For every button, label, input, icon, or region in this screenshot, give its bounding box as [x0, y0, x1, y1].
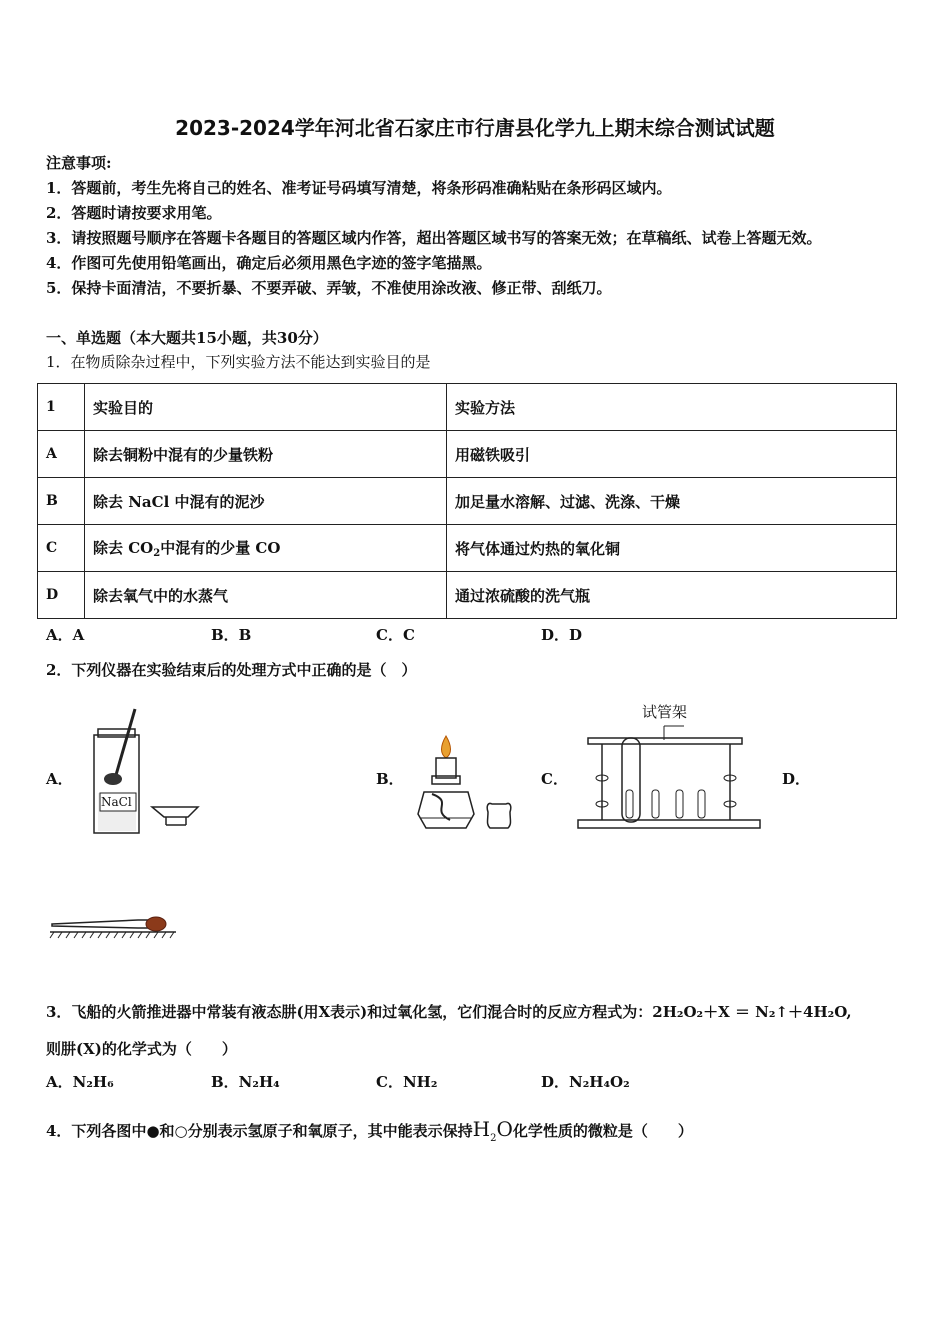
table-cell: 通过浓硫酸的洗气瓶: [447, 572, 897, 619]
q3-option-b[interactable]: B．N₂H₄: [211, 1073, 280, 1091]
co2-purpose-post: 中混有的少量 CO: [160, 539, 281, 557]
q3-option-c[interactable]: C．NH₂: [376, 1073, 438, 1091]
q1-option-c[interactable]: C．C: [376, 626, 415, 644]
question-2-stem: 2．下列仪器在实验结束后的处理方式中正确的是（ ）: [46, 661, 417, 679]
nacl-label: NaCl: [101, 795, 132, 809]
table-cell: 除去铜粉中混有的少量铁粉: [85, 431, 447, 478]
table-cell: 实验目的: [85, 384, 447, 431]
h2o-formula: [472, 1117, 513, 1144]
table-cell: 用磁铁吸引: [447, 431, 897, 478]
q3-option-a[interactable]: A．N₂H₆: [46, 1073, 114, 1091]
q2-option-d-label[interactable]: D．: [782, 770, 811, 788]
q1-option-d[interactable]: D．D: [541, 626, 583, 644]
page-title: 2023-2024学年河北省石家庄市行唐县化学九上期末综合测试试题: [175, 116, 775, 140]
question-1-table: [37, 383, 897, 619]
question-3-line2: 则肼(X)的化学式为（ ）: [46, 1040, 237, 1058]
table-row: [38, 431, 897, 478]
table-cell: 加足量水溶解、过滤、洗涤、干燥: [447, 478, 897, 525]
q4-stem-pre: 4．下列各图中●和○分别表示氢原子和氧原子，其中能表示保持: [46, 1122, 473, 1140]
h2o-o: O: [496, 1117, 513, 1141]
q1-option-a[interactable]: A．A: [46, 626, 85, 644]
dropper-illustration: [50, 910, 180, 940]
notice-item: 2．答题时请按要求用笔。: [46, 204, 222, 222]
table-row: [38, 572, 897, 619]
table-row: [38, 478, 897, 525]
h2o-sub: 2: [490, 1133, 497, 1144]
notice-item: 5．保持卡面清洁，不要折暴、不要弄破、弄皱，不准使用涂改液、修正带、刮纸刀。: [46, 279, 612, 297]
section-heading: 一、单选题（本大题共15小题，共30分）: [46, 329, 328, 347]
table-cell: 除去 NaCl 中混有的泥沙: [85, 478, 447, 525]
table-cell: 实验方法: [447, 384, 897, 431]
q3-option-d[interactable]: D．N₂H₄O₂: [541, 1073, 630, 1091]
notice-heading: 注意事项:: [46, 154, 112, 172]
table-cell: D: [38, 572, 85, 619]
q2-option-b-label[interactable]: B．: [376, 770, 404, 788]
table-cell: [85, 525, 447, 572]
table-cell: 将气体通过灼热的氧化铜: [447, 525, 897, 572]
co2-purpose-pre: 除去 CO: [93, 539, 154, 557]
table-row: [38, 525, 897, 572]
table-cell: 除去氧气中的水蒸气: [85, 572, 447, 619]
q2-option-a-label[interactable]: A．: [46, 770, 73, 788]
h2o-h: H: [472, 1117, 491, 1141]
question-3-line1: 3．飞船的火箭推进器中常装有液态肼(用X表示)和过氧化氢，它们混合时的反应方程式为：2H₂O₂＋X ＝ N₂↑＋4H₂O,: [46, 1003, 852, 1021]
reagent-bottle-illustration: [80, 705, 205, 840]
notice-item: 4．作图可先使用铅笔画出，确定后必须用黑色字迹的签字笔描黑。: [46, 254, 492, 272]
q4-stem-post: 化学性质的微粒是（ ）: [512, 1122, 693, 1140]
table-cell: C: [38, 525, 85, 572]
table-header-row: [38, 384, 897, 431]
notice-item: 3．请按照题号顺序在答题卡各题目的答题区域内作答，超出答题区域书写的答案无效；在草稿纸、试卷上答题无效。: [46, 229, 822, 247]
notice-item: 1．答题前，考生先将自己的姓名、准考证号码填写清楚，将条形码准确粘贴在条形码区域内。: [46, 179, 672, 197]
alcohol-lamp-illustration: [410, 732, 525, 832]
question-4-stem: [46, 1117, 693, 1144]
q2-option-c-label[interactable]: C．: [541, 770, 568, 788]
table-cell: 1: [38, 384, 85, 431]
q1-option-b[interactable]: B．B: [211, 626, 252, 644]
table-cell: B: [38, 478, 85, 525]
question-1-stem: 1．在物质除杂过程中，下列实验方法不能达到实验目的是: [46, 353, 431, 371]
test-tube-rack-illustration: [574, 720, 764, 835]
co2-subscript: 2: [153, 548, 161, 559]
rack-label: 试管架: [642, 703, 688, 721]
table-cell: A: [38, 431, 85, 478]
